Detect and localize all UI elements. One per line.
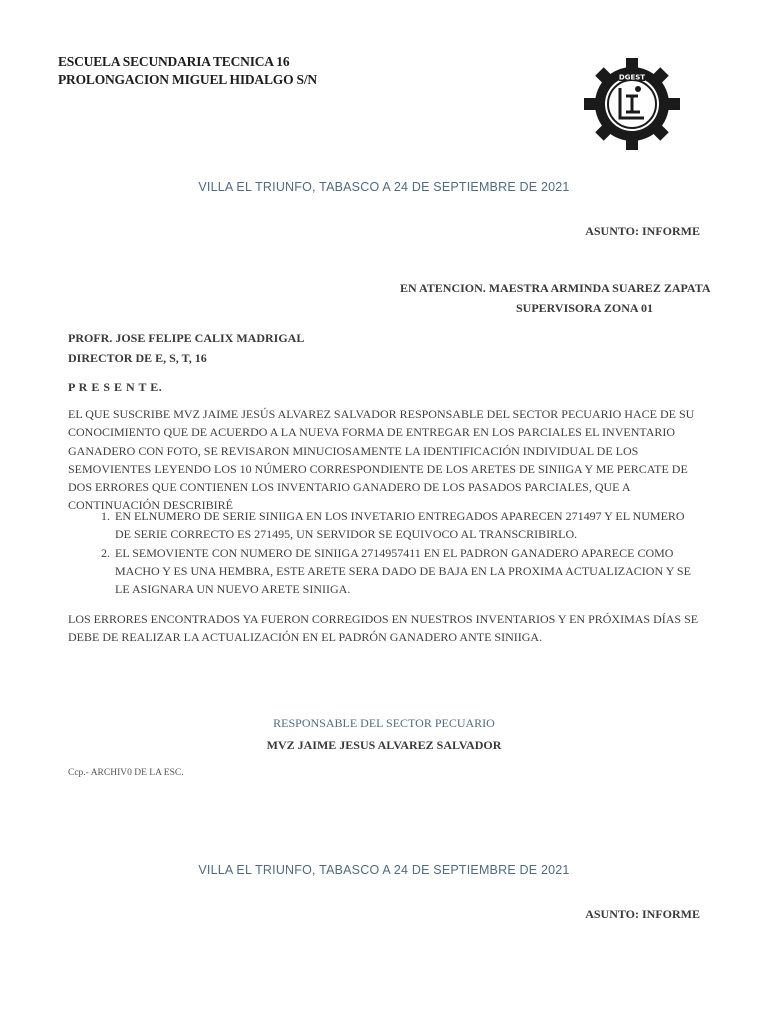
page2-subject-line: ASUNTO: INFORME [585,907,700,921]
signature-name: MVZ JAIME JESUS ALVAREZ SALVADOR [266,738,502,752]
signature-role: RESPONSABLE DEL SECTOR PECUARIO [273,716,495,730]
dgest-logo-icon [582,56,682,152]
closing-paragraph: LOS ERRORES ENCONTRADOS YA FUERON CORREGIDOS EN NUESTROS INVENTARIOS Y EN PRÓXIMAS DÍAS SE DEBE DE REALIZAR LA ACTUALIZACIÓN EN EL PADRÓN GANADERO ANTE SINIIGA. [68,612,699,645]
intro-paragraph: EL QUE SUSCRIBE MVZ JAIME JESÚS ALVAREZ SALVADOR RESPONSABLE DEL SECTOR PECUARIO HACE DE SU CONOCIMIENTO QUE DE ACUERDO A LA NUEVA FORMA DE ENTREGAR EN LOS PARCIALES EL INVENTARIO GANADERO CON FOTO, SE REVISARON MINUCIOSAMENTE LA IDENTIFICACIÓN INDIVIDUAL DE LOS SEMOVIENTES LEYENDO LOS 10 NÚMERO CORRESPONDIENTE DE LOS ARETES DE SINIIGA Y ME PERCATE DE DOS ERRORES QUE CONTIENEN LOS INVENTARIO GANADERO DE LOS PASADOS PARCIALES, QUE A CONTINUACIÓN DESCRIBIRÉ [68,407,695,513]
logo-text: DGEST [618,73,646,82]
date-line: VILLA EL TRIUNFO, TABASCO A 24 DE SEPTIEMBRE DE 2021 [198,180,570,194]
attention-line: EN ATENCION. MAESTRA ARMINDA SUAREZ ZAPATA [400,281,711,295]
attention-role: SUPERVISORA ZONA 01 [516,301,653,315]
error-item-1: 1. EN ELNUMERO DE SERIE SINIIGA EN LOS INVETARIO ENTREGADOS APARECEN 271497 Y EL NUMERO DE SERIE CORRECTO ES 271495, UN SERVIDOR SE EQUIVOCO AL TRANSCRIBIRLO. [113,507,702,544]
error-item-2: 2. EL SEMOVIENTE CON NUMERO DE SINIIGA 2714957411 EN EL PADRON GANADERO APARECE COMO MACHO Y ES UNA HEMBRA, ESTE ARETE SERA DADO DE BAJA EN LA PROXIMA ACTUALIZACION Y SE LE ASIGNARA UN NUEVO ARETE SINIIGA. [113,544,702,599]
school-name: ESCUELA SECUNDARIA TECNICA 16 [58,54,290,69]
salutation: P R E S E N T E. [68,380,163,394]
recipient-title: DIRECTOR DE E, S, T, 16 [68,351,207,365]
page2-date-line: VILLA EL TRIUNFO, TABASCO A 24 DE SEPTIEMBRE DE 2021 [198,863,570,877]
cc-line: Ccp.- ARCHIV0 DE LA ESC. [68,768,184,778]
errors-list [68,507,702,598]
recipient-name: PROFR. JOSE FELIPE CALIX MADRIGAL [68,331,305,345]
subject-line: ASUNTO: INFORME [585,224,700,238]
school-address: PROLONGACION MIGUEL HIDALGO S/N [58,72,317,87]
